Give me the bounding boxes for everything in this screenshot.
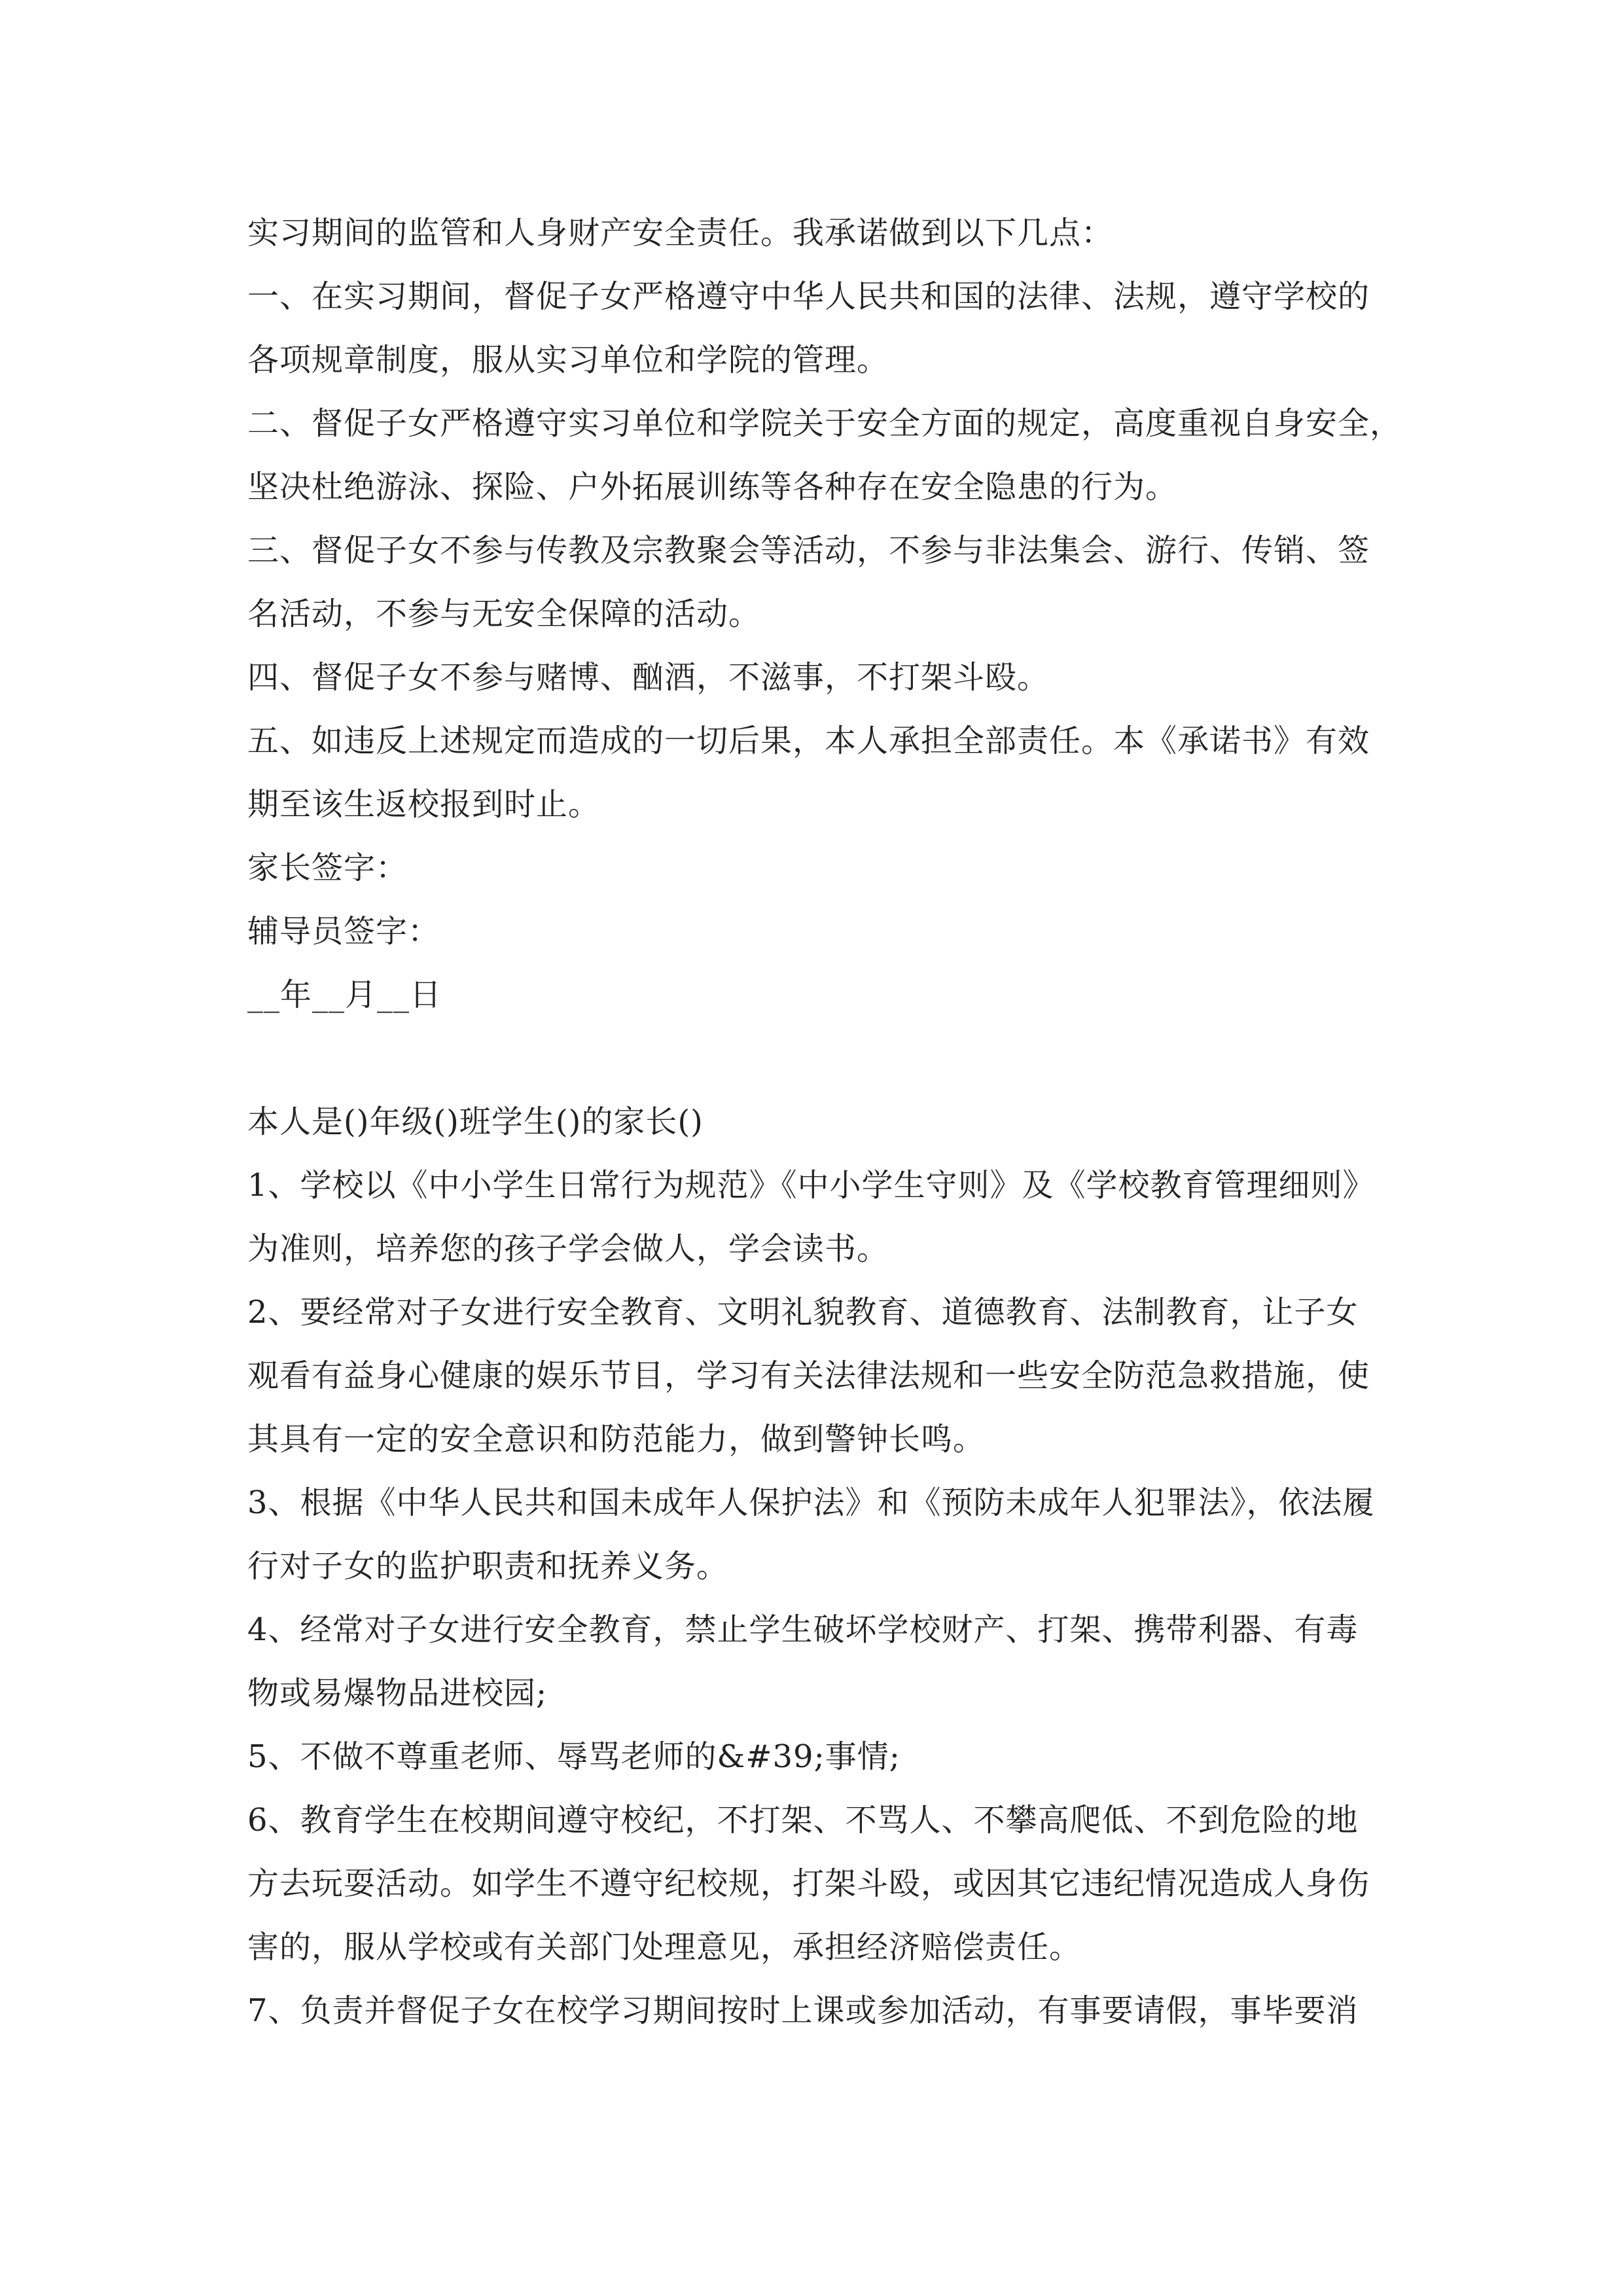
text-line: 三、督促子女不参与传教及宗教聚会等活动，不参与非法集会、游行、传销、签 (247, 532, 1370, 569)
counselor-signature-label: 辅导员签字： (247, 913, 440, 950)
text-line: 本人是()年级()班学生()的家长() (247, 1103, 704, 1140)
section-spacer (247, 1027, 1399, 1090)
text-line: 2、要经常对子女进行安全教育、文明礼貌教育、道德教育、法制教育，让子女 (247, 1294, 1359, 1331)
text-line: 名活动，不参与无安全保障的活动。 (247, 596, 761, 632)
text-line: 1、学校以《中小学生日常行为规范》《中小学生守则》及《学校教育管理细则》 (247, 1167, 1375, 1204)
parent-signature-label: 家长签字： (247, 850, 408, 886)
text-line: 5、不做不尊重老师、辱骂老师的&#39;事情; (247, 1738, 901, 1775)
text-line: 五、如违反上述规定而造成的一切后果，本人承担全部责任。本《承诺书》有效 (247, 723, 1370, 759)
commitment-section (247, 202, 1402, 1027)
text-line: 6、教育学生在校期间遵守校纪，不打架、不骂人、不攀高爬低、不到危险的地 (247, 1802, 1359, 1839)
parent-agreement-section (247, 1090, 1399, 2043)
text-line: 四、督促子女不参与赌博、酗酒，不滋事，不打架斗殴。 (247, 659, 1050, 696)
text-line: 期至该生返校报到时止。 (247, 786, 601, 823)
document-body (247, 202, 1402, 2043)
text-line: 其具有一定的安全意识和防范能力，做到警钟长鸣。 (247, 1421, 986, 1458)
text-line: 7、负责并督促子女在校学习期间按时上课或参加活动，有事要请假，事毕要消 (247, 1992, 1359, 2029)
text-line: 坚决杜绝游泳、探险、户外拓展训练等各种存在安全隐患的行为。 (247, 469, 1178, 505)
text-line: 方去玩耍活动。如学生不遵守纪校规，打架斗殴，或因其它违纪情况造成人身伤 (247, 1865, 1370, 1902)
text-line: 二、督促子女严格遵守实习单位和学院关于安全方面的规定，高度重视自身安全， (247, 405, 1402, 442)
text-line: 观看有益身心健康的娱乐节目，学习有关法律法规和一些安全防范急救措施，使 (247, 1357, 1370, 1394)
text-line: 害的，服从学校或有关部门处理意见，承担经济赔偿责任。 (247, 1929, 1082, 1965)
text-line: 为准则，培养您的孩子学会做人，学会读书。 (247, 1230, 889, 1267)
text-line: 各项规章制度，服从实习单位和学院的管理。 (247, 342, 889, 378)
text-line: 4、经常对子女进行安全教育，禁止学生破坏学校财产、打架、携带利器、有毒 (247, 1611, 1359, 1648)
text-line: 物或易爆物品进校园; (247, 1675, 548, 1712)
text-line: 行对子女的监护职责和抚养义务。 (247, 1548, 729, 1585)
text-line: 一、在实习期间，督促子女严格遵守中华人民共和国的法律、法规，遵守学校的 (247, 278, 1370, 315)
text-line: 实习期间的监管和人身财产安全责任。我承诺做到以下几点： (247, 215, 1114, 251)
text-line: 3、根据《中华人民共和国未成年人保护法》和《预防未成年人犯罪法》，依法履 (247, 1484, 1375, 1521)
date-line: __年__月__日 (247, 977, 442, 1013)
